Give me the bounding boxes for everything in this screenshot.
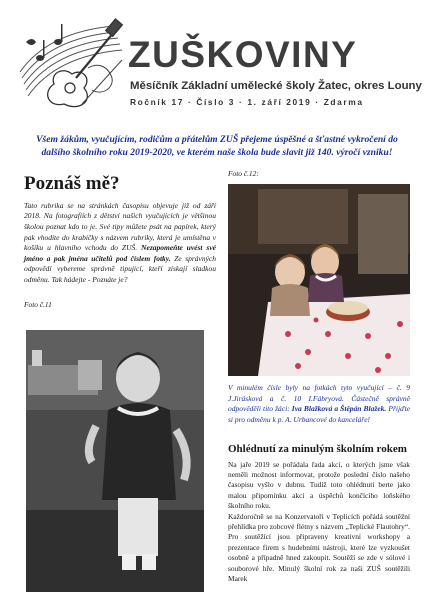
volume-number: Ročník 17 xyxy=(130,97,184,107)
photo-12-caption: Foto č.12: xyxy=(228,169,259,178)
ohlednuti-para-1: Na jaře 2019 se pořádala řada akcí, o kterých jsme však neměli možnost informovat, protože poslední číslo našeho časopisu vyšlo v dubnu. Tudíž toto ohlédnutí berte jako malou připomínku akcí a úspěchů končícího loňského školního roku. xyxy=(228,459,410,511)
music-logo-icon xyxy=(18,12,126,112)
masthead xyxy=(0,0,429,130)
previous-text-2: Přijďte si pro odměnu k p. A. Urbancové do kanceláře! xyxy=(228,404,411,424)
newsletter-title: ZUŠKOVINY xyxy=(128,34,358,75)
left-column xyxy=(24,168,216,309)
intro-greeting: Všem žákům, vyučujícím, rodičům a přátelům ZUŠ přejeme úspěšné a šťastné vykročení do dalšího školního roku 2019-2020, ve kterém naše škola bude slavit již 140. výročí vzniku! xyxy=(36,134,398,158)
poznas-text-bold: Nezapomeňte uvést své jméno a pak jména učitelů pod číslem fotky. xyxy=(24,243,217,263)
issue-number: Číslo 3 xyxy=(196,97,236,107)
previous-answers-text xyxy=(228,383,410,425)
photo-11-child xyxy=(26,330,204,592)
newsletter-subtitle: Měsíčník Základní umělecké školy Žatec, okres Louny xyxy=(130,80,422,92)
photo-11-caption: Foto č.11 xyxy=(24,299,52,309)
photo-12-two-children xyxy=(228,184,410,376)
issue-date: 1. září 2019 xyxy=(247,97,312,107)
issue-price: Zdarma xyxy=(323,97,364,107)
poznas-text-1: Tato rubrika se na stránkách časopisu objevuje již od září 2018. Na fotografiích z dětství našich vyučujících je většinou školou poznat kdo to je. Své tipy můžete psát na papírek, který pak vhodíte do krabičky s názvem rubriky, která je umístěna v košíku u hlavního vchodu do ZUŠ. xyxy=(24,200,216,253)
ohlednuti-heading: Ohlédnutí za minulým školním rokem xyxy=(228,443,407,455)
poznas-text-2: Ze správných odpovědí vybereme správně tipující, kteří získají sladkou odměnu. Tak hádejte - Poznáte je? xyxy=(24,253,217,285)
ohlednuti-section xyxy=(228,443,410,585)
poznas-text xyxy=(24,201,216,286)
winner-names: Iva Blažková a Štěpán Blažek. xyxy=(291,404,387,414)
poznas-heading: Poznáš mě? xyxy=(24,173,120,194)
ohlednuti-para-2: Každoročně se na Konzervatoři v Teplicích pořádá soutěžní přehlídka pro zobcové flétny s názvem „Teplické Flautohry“. Pro soutěžící jsou připraveny kreativní workshopy a prezentace firem s hudebními nástroji, které lze vyzkoušet osobně a případně hned zakoupit. Soutěží se zde v sólové i souborové hře. Minulý školní rok za naši ZUŠ soutěžili Marek xyxy=(228,511,410,584)
previous-answers xyxy=(228,383,410,425)
issue-info: Ročník 17 · Číslo 3 · 1. září 2019 · Zdarma xyxy=(130,97,364,107)
previous-text-1: V minulém čísle byly na fotkách tyto vyučující – č. 9 J.Jirásková a č. 10 I.Fábryová. Částečně správně odpověděli tito žáci: xyxy=(228,383,410,414)
